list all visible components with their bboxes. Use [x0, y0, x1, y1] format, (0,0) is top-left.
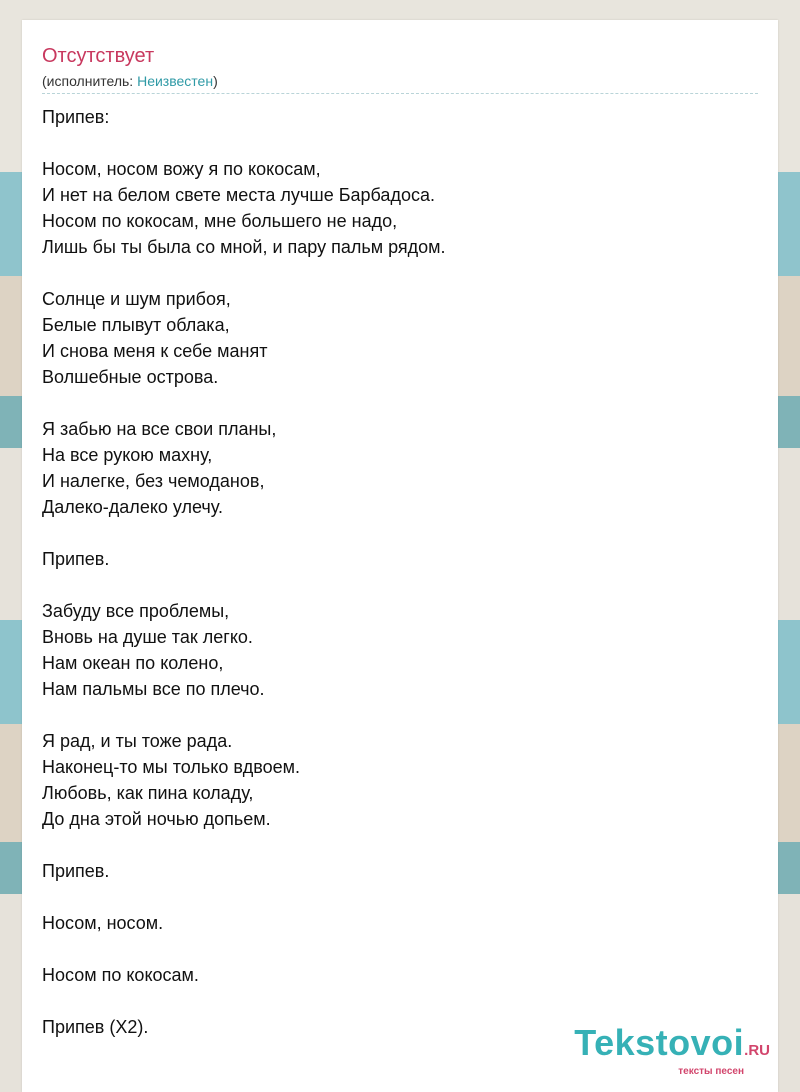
stanza-break — [42, 130, 758, 156]
lyrics-sheet — [22, 20, 778, 1092]
byline-prefix: (исполнитель: — [42, 73, 138, 89]
logo-domain: .RU — [744, 1042, 770, 1059]
lyric-line: Носом по кокосам, мне большего не надо, — [42, 211, 398, 231]
lyric-line: Припев: — [42, 107, 110, 127]
lyric-line: Носом, носом. — [42, 913, 164, 933]
lyric-line: Вновь на душе так легко. — [42, 627, 253, 647]
lyric-line: Белые плывут облака, — [42, 315, 230, 335]
lyric-line: Припев. — [42, 861, 110, 881]
artist-byline — [42, 72, 758, 90]
song-title: Отсутствует — [42, 45, 155, 67]
lyric-line: На все рукою махну, — [42, 445, 213, 465]
lyric-line: Припев. — [42, 549, 110, 569]
stanza-break — [42, 520, 758, 546]
site-watermark — [560, 1024, 770, 1078]
lyric-line: Далеко-далеко улечу. — [42, 497, 224, 517]
lyric-line: Волшебные острова. — [42, 367, 219, 387]
lyric-line: И снова меня к себе манят — [42, 341, 268, 361]
lyric-line: Забуду все проблемы, — [42, 601, 230, 621]
lyric-line: До дна этой ночью допьем. — [42, 809, 271, 829]
logo-text: Tekstovoi — [574, 1022, 745, 1063]
site-logo — [560, 1024, 770, 1070]
stanza-break — [42, 936, 758, 962]
lyric-line: Припев (Х2). — [42, 1017, 149, 1037]
lyric-line: Я забью на все свои планы, — [42, 419, 277, 439]
stanza-break — [42, 260, 758, 286]
byline-suffix: ) — [213, 73, 218, 89]
lyric-line: Солнце и шум прибоя, — [42, 289, 231, 309]
header-divider — [42, 93, 758, 94]
lyric-line: Нам океан по колено, — [42, 653, 224, 673]
lyric-line: Я рад, и ты тоже рада. — [42, 731, 233, 751]
stanza-break — [42, 702, 758, 728]
lyric-line: Носом, носом вожу я по кокосам, — [42, 159, 321, 179]
lyric-line: Любовь, как пина коладу, — [42, 783, 254, 803]
lyric-line: И нет на белом свете места лучше Барбадоса. — [42, 185, 435, 205]
song-header — [42, 44, 758, 90]
stanza-break — [42, 572, 758, 598]
stanza-break — [42, 390, 758, 416]
lyric-line: Лишь бы ты была со мной, и пару пальм рядом. — [42, 237, 446, 257]
lyric-line: Носом по кокосам. — [42, 965, 199, 985]
stanza-break — [42, 988, 758, 1014]
artist-link[interactable]: Неизвестен — [137, 73, 214, 89]
stanza-break — [42, 884, 758, 910]
lyric-line: Наконец-то мы только вдвоем. — [42, 757, 300, 777]
stanza-break — [42, 832, 758, 858]
lyric-line: Нам пальмы все по плечо. — [42, 679, 265, 699]
lyric-line: И налегке, без чемоданов, — [42, 471, 265, 491]
logo-tagline: тексты песен — [678, 1066, 744, 1077]
lyrics-body — [42, 104, 758, 1040]
